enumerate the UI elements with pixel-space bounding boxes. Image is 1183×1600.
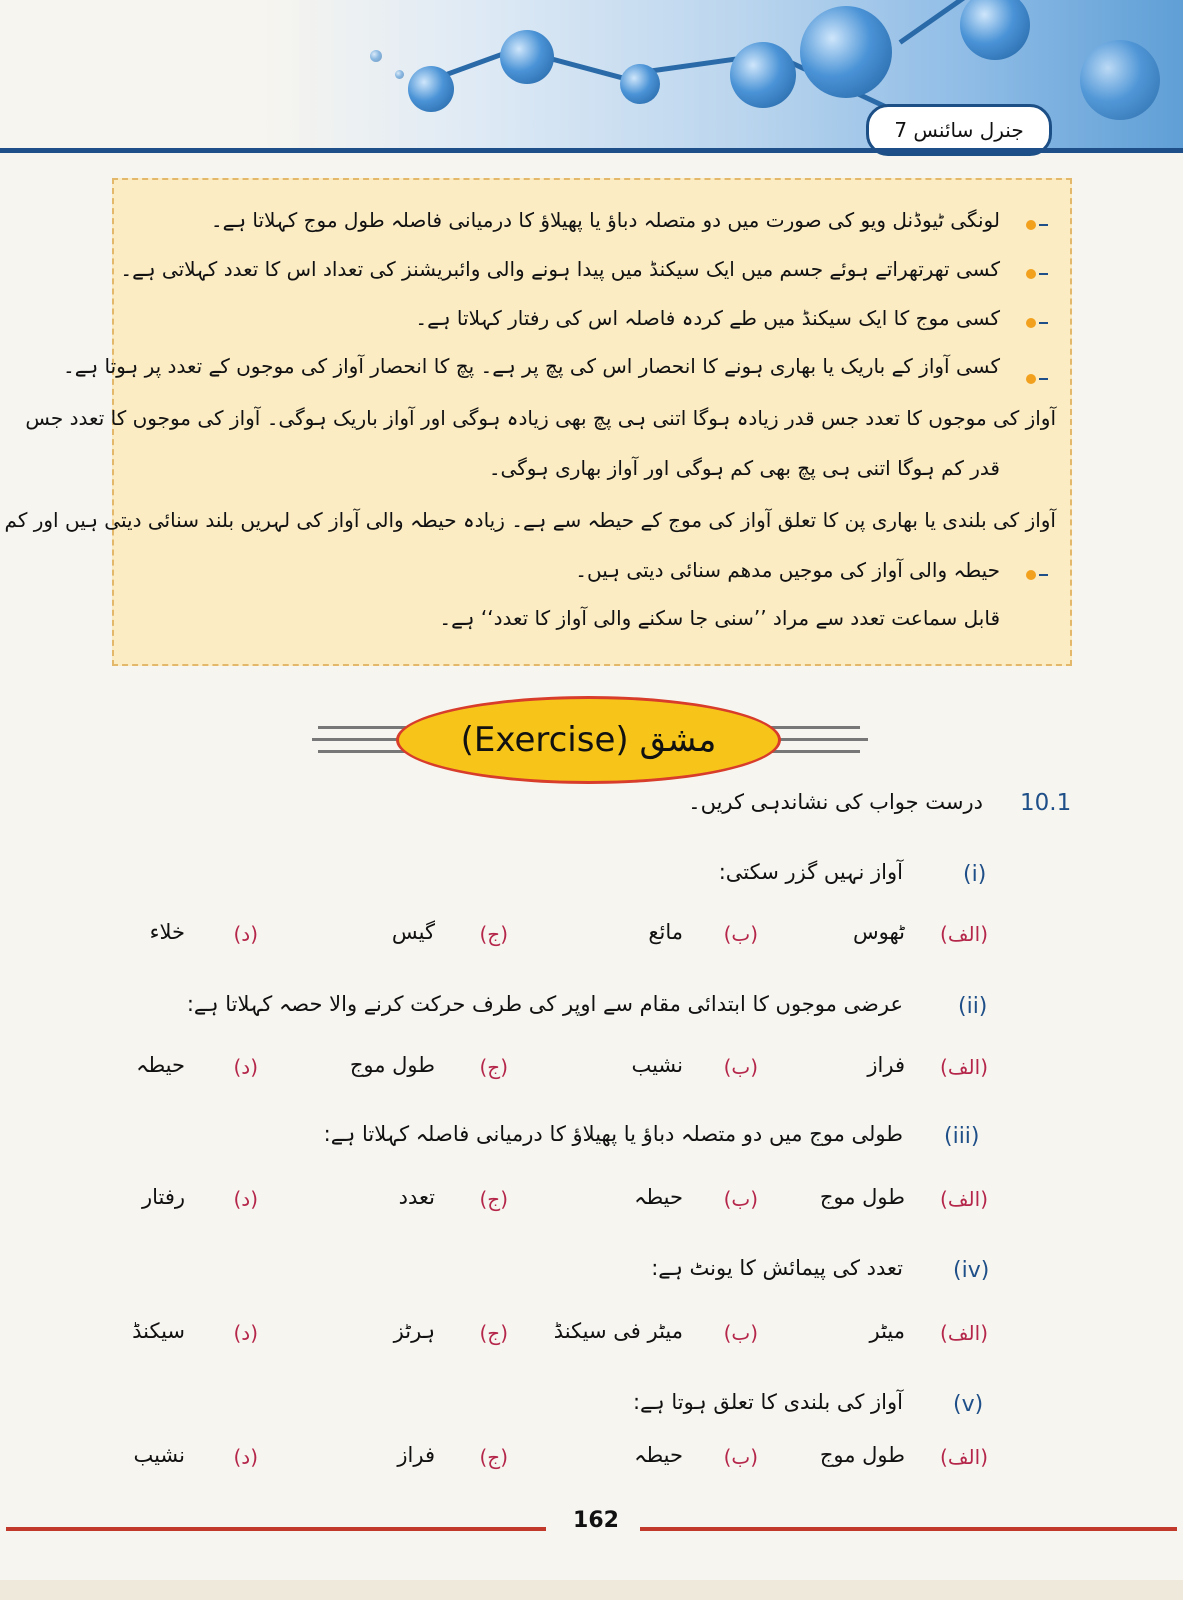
page-number: 162 — [573, 1508, 619, 1533]
option-d[interactable]: حیطہ — [136, 1053, 185, 1077]
bullet-icon — [1012, 374, 1048, 384]
bullet-icon — [1012, 220, 1048, 230]
summary-line: حیطہ والی آواز کی موجیں مدھم سنائی دیتی ہیں۔ — [575, 558, 1000, 582]
summary-line: قدر کم ہوگا اتنی ہی پچ بھی کم ہوگی اور آواز بھاری ہوگی۔ — [488, 456, 1000, 480]
option-c[interactable]: طول موج — [349, 1053, 435, 1077]
option-label: (ج) — [479, 1187, 508, 1211]
option-a[interactable]: طول موج — [819, 1185, 905, 1209]
subquestion-text: طولی موج میں دو متصلہ دباؤ یا پھیلاؤ کا درمیانی فاصلہ کہلاتا ہے: — [323, 1122, 903, 1146]
option-label: (الف) — [940, 1055, 988, 1079]
option-c[interactable]: ہرٹز — [393, 1319, 435, 1343]
subquestion-number: (i) — [963, 862, 987, 887]
exercise-banner — [396, 696, 781, 784]
option-a[interactable]: ٹھوس — [852, 920, 905, 944]
option-b[interactable]: نشیب — [631, 1053, 683, 1077]
footer-line-left — [6, 1527, 546, 1531]
option-c[interactable]: تعدد — [398, 1185, 435, 1209]
option-label: (الف) — [940, 1321, 988, 1345]
subquestion-text: عرضی موجوں کا ابتدائی مقام سے اوپر کی طرف حرکت کرنے والا حصہ کہلاتا ہے: — [186, 992, 903, 1016]
option-label: (د) — [233, 1321, 258, 1345]
subquestion-text: تعدد کی پیمائش کا یونٹ ہے: — [651, 1256, 903, 1280]
option-b[interactable]: میٹر فی سیکنڈ — [553, 1319, 683, 1343]
header-divider — [0, 148, 1183, 153]
question-number: 10.1 — [1020, 790, 1072, 816]
option-label: (الف) — [940, 922, 988, 946]
option-label: (ب) — [723, 1055, 758, 1079]
option-label: (د) — [233, 1055, 258, 1079]
option-label: (ج) — [479, 1055, 508, 1079]
option-label: (ب) — [723, 922, 758, 946]
option-label: (الف) — [940, 1187, 988, 1211]
bullet-icon — [1012, 318, 1048, 328]
summary-line: آواز کی بلندی یا بھاری پن کا تعلق آواز کی موج کے حیطہ سے ہے۔ زیادہ حیطہ والی آواز کی لہریں بلند سنائی دیتی ہیں اور کم — [4, 508, 1056, 532]
option-label: (الف) — [940, 1445, 988, 1469]
option-label: (ب) — [723, 1187, 758, 1211]
summary-line: کسی آواز کے باریک یا بھاری ہونے کا انحصار اس کی پچ پر ہے۔ پچ کا انحصار آواز کی موجوں کے تعدد پر ہوتا ہے۔ — [63, 354, 1000, 378]
option-label: (ج) — [479, 922, 508, 946]
subquestion-number: (iii) — [944, 1124, 980, 1149]
option-b[interactable]: حیطہ — [634, 1443, 683, 1467]
option-a[interactable]: فراز — [867, 1053, 905, 1077]
option-label: (ج) — [479, 1321, 508, 1345]
option-d[interactable]: رفتار — [141, 1185, 185, 1209]
option-b[interactable]: حیطہ — [634, 1185, 683, 1209]
summary-line: قابل سماعت تعدد سے مراد ’’سنی جا سکنے والی آواز کا تعدد‘‘ ہے۔ — [439, 606, 1000, 630]
option-d[interactable]: خلاء — [149, 920, 185, 944]
option-d[interactable]: سیکنڈ — [132, 1319, 185, 1343]
subquestion-number: (ii) — [958, 994, 988, 1019]
subquestion-number: (v) — [953, 1392, 984, 1417]
option-c[interactable]: گیس — [391, 920, 435, 944]
option-d[interactable]: نشیب — [133, 1443, 185, 1467]
option-label: (ب) — [723, 1321, 758, 1345]
subquestion-text: آواز نہیں گزر سکتی: — [718, 860, 903, 884]
bullet-icon — [1012, 269, 1048, 279]
option-c[interactable]: فراز — [397, 1443, 435, 1467]
option-label: (ب) — [723, 1445, 758, 1469]
summary-line: لونگی ٹیوڈنل ویو کی صورت میں دو متصلہ دباؤ یا پھیلاؤ کا درمیانی فاصلہ طول موج کہلاتا ہے۔ — [210, 208, 1000, 232]
book-title-tab: جنرل سائنس 7 — [866, 104, 1052, 156]
option-label: (ج) — [479, 1445, 508, 1469]
option-b[interactable]: مائع — [648, 920, 683, 944]
bullet-icon — [1012, 570, 1048, 580]
option-a[interactable]: میٹر — [869, 1319, 905, 1343]
footer-line-right — [640, 1527, 1177, 1531]
summary-box — [4, 178, 1072, 666]
option-label: (د) — [233, 1187, 258, 1211]
subquestion-text: آواز کی بلندی کا تعلق ہوتا ہے: — [632, 1390, 903, 1414]
option-label: (د) — [233, 922, 258, 946]
option-label: (د) — [233, 1445, 258, 1469]
exercise-title: (Exercise) مشق — [460, 720, 717, 760]
subquestion-number: (iv) — [953, 1258, 990, 1283]
page-bottom-edge — [0, 1580, 1183, 1600]
summary-line: کسی تھرتھراتے ہوئے جسم میں ایک سیکنڈ میں پیدا ہونے والی وائبریشنز کی تعداد اس کا تعدد کہلاتی ہے۔ — [120, 257, 1000, 281]
option-a[interactable]: طول موج — [819, 1443, 905, 1467]
summary-line: آواز کی موجوں کا تعدد جس قدر زیادہ ہوگا اتنی ہی پچ بھی زیادہ ہوگی اور آواز باریک ہوگی۔ آواز کی موجوں کا تعدد جس — [25, 406, 1056, 430]
question-instruction: درست جواب کی نشاندہی کریں۔ — [688, 790, 983, 814]
summary-line: کسی موج کا ایک سیکنڈ میں طے کردہ فاصلہ اس کی رفتار کہلاتا ہے۔ — [415, 306, 1000, 330]
